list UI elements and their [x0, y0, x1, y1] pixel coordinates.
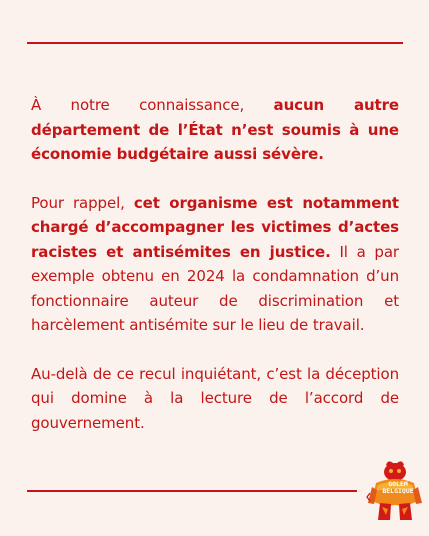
logo-line-2: BELGIQUE — [382, 487, 414, 495]
paragraph-2 — [31, 191, 399, 338]
paragraph-1 — [31, 93, 399, 167]
paragraph-1-text: À notre connaissance, — [31, 96, 274, 114]
bottom-divider — [27, 490, 357, 492]
paragraph-2-text: Il a par exemple obtenu en 2024 la condamnation d’un fonctionnaire auteur de discrimination et harcèlement antisémite sur le lieu de travail. — [31, 242, 400, 334]
paragraph-1-emphasis: aucun autre département de l’État n’est soumis à une économie budgétaire aussi sévère. — [31, 96, 399, 163]
logo-line-1: GOLEM — [388, 480, 408, 488]
paragraph-2-intro: Pour rappel, — [31, 193, 134, 212]
article-body — [31, 93, 399, 459]
paragraph-3: Au-delà de ce recul inquiétant, c’est la déception qui domine à la lecture de l’accord de gouvernement. — [31, 364, 399, 432]
logo-label — [378, 481, 418, 495]
top-divider — [27, 42, 403, 44]
paragraph-2-emphasis: cet organisme est notamment chargé d’accompagner les victimes d’actes racistes et antisémites en justice. — [31, 193, 399, 261]
